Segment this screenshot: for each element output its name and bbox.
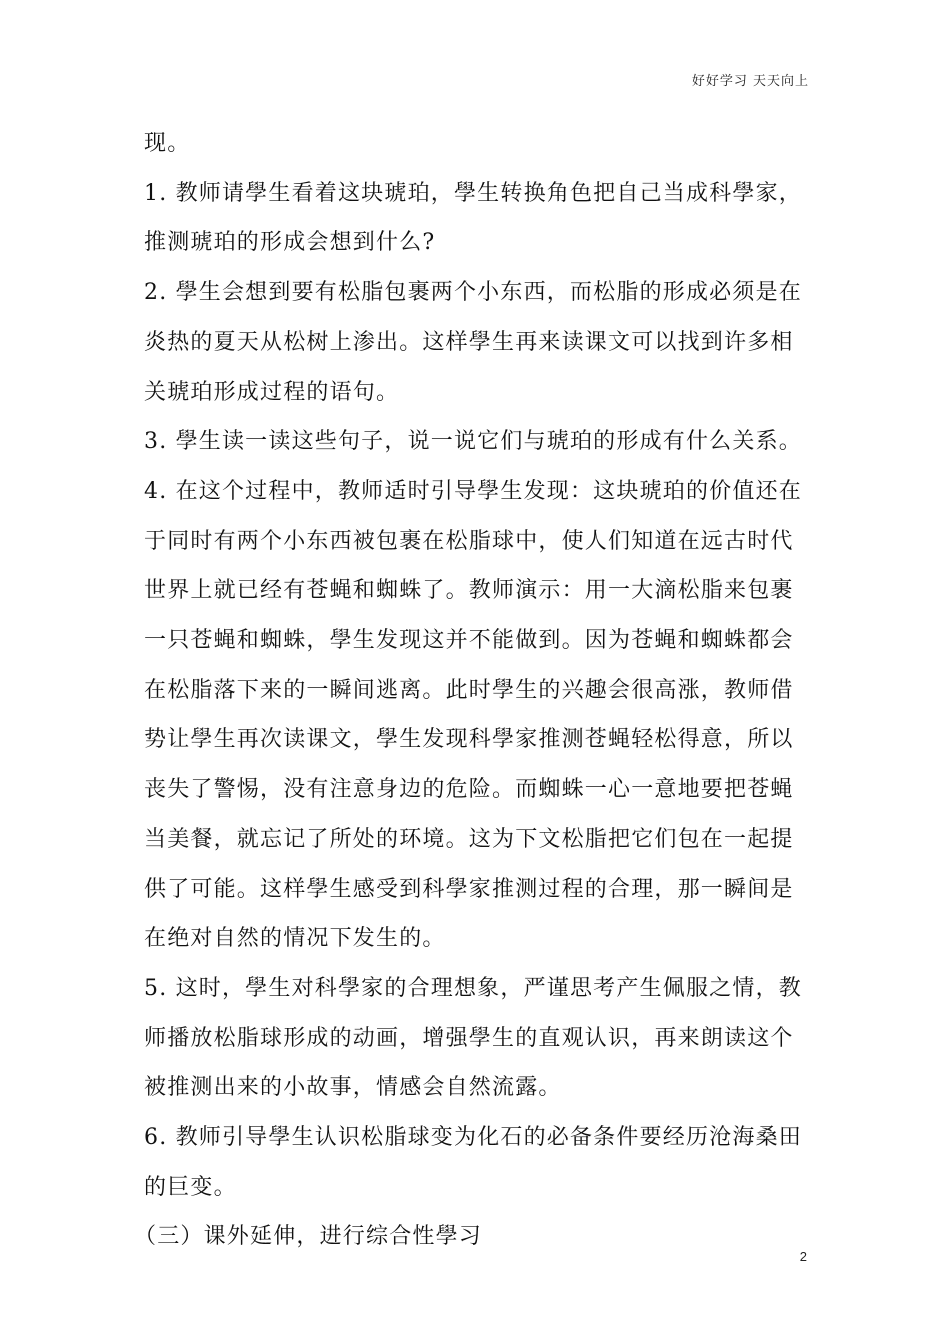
paragraph-item-4: 4. 在这个过程中，教师适时引导學生发现：这块琥珀的价值还在于同时有两个小东西被包裹在松脂球中，使人们知道在远古时代世界上就已经有苍蝇和蜘蛛了。教师演示：用一大滴松脂来包裹一只苍蝇和蜘蛛，學生发现这并不能做到。因为苍蝇和蜘蛛都会在松脂落下来的一瞬间逃离。此时學生的兴趣会很高涨，教师借势让學生再次读课文，學生发现科學家推测苍蝇轻松得意，所以丧失了警惕，没有注意身边的危险。而蜘蛛一心一意地要把苍蝇当美餐，就忘记了所处的环境。这为下文松脂把它们包在一起提供了可能。这样學生感受到科學家推测过程的合理，那一瞬间是在绝对自然的情况下发生的。: [144, 478, 802, 952]
paragraph-item-3: 3. 學生读一读这些句子，说一说它们与琥珀的形成有什么关系。: [144, 429, 802, 455]
page-header: 好好学习 天天向上: [691, 74, 809, 89]
page-number: 2: [799, 1249, 807, 1264]
paragraph-item-1: 1. 教师请學生看着这块琥珀，學生转换角色把自己当成科學家，推测琥珀的形成会想到什么?: [144, 180, 802, 256]
paragraph-item-5: 5. 这时，學生对科學家的合理想象，严谨思考产生佩服之情，教师播放松脂球形成的动画，增强學生的直观认识，再来朗读这个被推测出来的小故事，情感会自然流露。: [144, 975, 802, 1101]
paragraph-item-6: 6. 教师引导學生认识松脂球变为化石的必备条件要经历沧海桑田的巨变。: [144, 1125, 802, 1200]
document-body: [134, 119, 812, 1262]
section-heading: （三）课外延伸，进行综合性學习: [134, 1224, 483, 1250]
paragraph-continuation: 现。: [144, 131, 191, 156]
paragraph-item-2: 2. 學生会想到要有松脂包裹两个小东西，而松脂的形成必须是在炎热的夏天从松树上渗出。这样學生再来读课文可以找到许多相关琥珀形成过程的语句。: [144, 280, 802, 405]
